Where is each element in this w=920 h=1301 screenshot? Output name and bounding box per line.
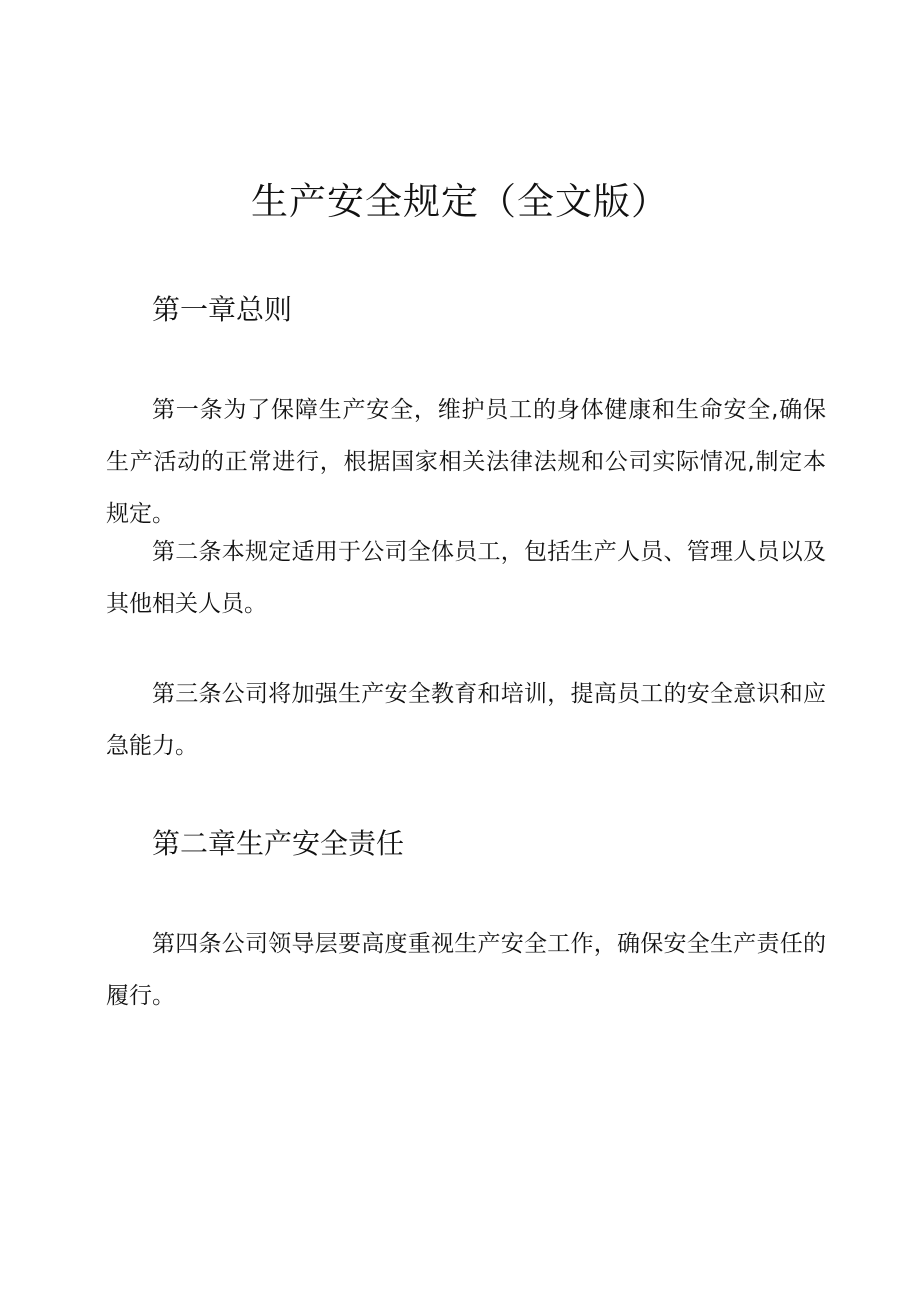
article-paragraph: 第二条本规定适用于公司全体员工，包括生产人员、管理人员以及其他相关人员。 [106,539,826,617]
article-paragraph: 第三条公司将加强生产安全教育和培训，提高员工的安全意识和应急能力。 [106,681,826,759]
chapter-heading: 第二章生产安全责任 [152,827,405,860]
document-title: 生产安全规定（全文版） [251,180,669,223]
article-paragraph: 第一条为了保障生产安全，维护员工的身体健康和生命安全,确保生产活动的正常进行，根据国家相关法律法规和公司实际情况,制定本规定。 [106,397,826,527]
chapter-heading: 第一章总则 [152,293,293,326]
article-paragraph: 第四条公司领导层要高度重视生产安全工作，确保安全生产责任的履行。 [106,931,826,1009]
